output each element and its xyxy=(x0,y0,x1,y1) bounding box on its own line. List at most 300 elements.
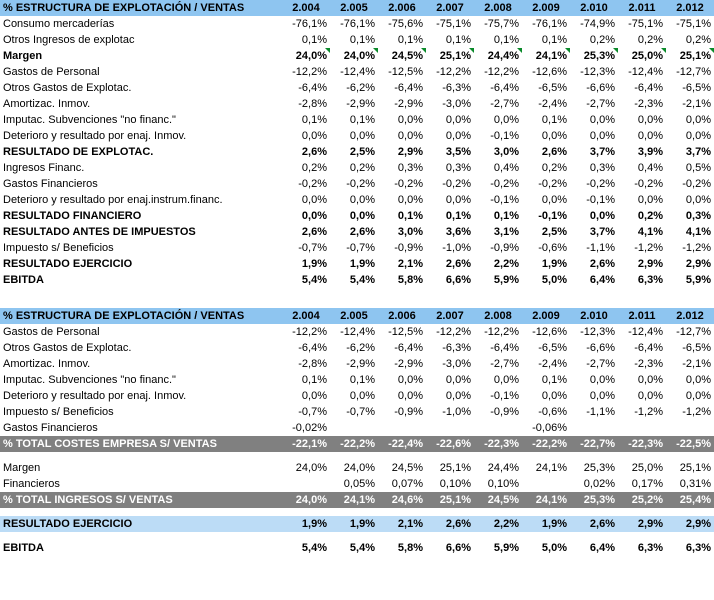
row-value: -22,4% xyxy=(378,436,426,452)
row-label: Deterioro y resultado por enaj. Inmov. xyxy=(3,390,187,402)
header-year: 2.006 xyxy=(378,308,426,324)
row-value xyxy=(378,420,426,436)
blank-row xyxy=(0,452,714,460)
row-value: -0,2% xyxy=(442,178,471,190)
header-year: 2.012 xyxy=(666,0,714,16)
table-row xyxy=(0,476,714,492)
row-value: -0,2% xyxy=(346,178,375,190)
row-value: -2,4% xyxy=(538,98,567,110)
row-value: 0,0% xyxy=(541,130,567,142)
row-value: 0,5% xyxy=(685,162,711,174)
row-value: -6,4% xyxy=(634,82,663,94)
row-label: RESULTADO DE EXPLOTAC. xyxy=(3,146,154,158)
row-value: 4,1% xyxy=(637,226,663,238)
header-year: 2.008 xyxy=(474,308,522,324)
row-value: 25,3% xyxy=(570,492,618,508)
row-value xyxy=(378,452,426,460)
row-value: 0,1% xyxy=(445,210,471,222)
row-value: 0,0% xyxy=(637,114,663,126)
row-label: Otros Ingresos de explotac xyxy=(3,34,135,46)
row-value: 0,4% xyxy=(637,162,663,174)
row-value: -2,9% xyxy=(394,358,423,370)
row-value: 1,9% xyxy=(301,258,327,270)
row-label: EBITDA xyxy=(3,542,44,554)
row-value: 0,2% xyxy=(301,162,327,174)
row-value: 0,0% xyxy=(397,374,423,386)
row-value: 0,1% xyxy=(541,374,567,386)
row-value: -12,7% xyxy=(676,326,711,338)
row-value: 0,0% xyxy=(349,210,375,222)
table-row xyxy=(0,80,714,96)
row-value: 0,0% xyxy=(445,114,471,126)
row-value: 0,10% xyxy=(439,478,471,490)
row-value: -22,2% xyxy=(522,436,570,452)
row-value: -2,7% xyxy=(490,358,519,370)
row-value: 2,1% xyxy=(378,516,426,532)
table-row xyxy=(0,340,714,356)
row-value: 24,0% xyxy=(282,492,330,508)
row-value: 0,0% xyxy=(589,374,615,386)
row-value: -1,2% xyxy=(682,406,711,418)
header-year: 2.009 xyxy=(522,0,570,16)
row-value: -0,2% xyxy=(586,178,615,190)
row-value: -12,6% xyxy=(532,66,567,78)
table-row xyxy=(0,16,714,32)
row-value: -0,6% xyxy=(538,242,567,254)
row-value: 25,1% xyxy=(426,48,474,64)
row-value: -76,1% xyxy=(340,18,375,30)
row-value: 3,7% xyxy=(685,146,711,158)
row-value: 25,2% xyxy=(618,492,666,508)
row-value: 5,8% xyxy=(397,542,423,554)
row-value: -0,06% xyxy=(532,422,567,434)
row-label: Amortizac. Inmov. xyxy=(3,98,91,110)
row-value: 0,0% xyxy=(445,194,471,206)
row-value xyxy=(522,508,570,516)
row-value xyxy=(522,532,570,540)
table-header-row xyxy=(0,0,714,16)
row-value: -0,7% xyxy=(346,242,375,254)
row-label: % TOTAL COSTES EMPRESA S/ VENTAS xyxy=(0,436,282,452)
row-value: 5,9% xyxy=(493,542,519,554)
row-value: 25,1% xyxy=(439,462,471,474)
row-value: -2,7% xyxy=(586,358,615,370)
table-row xyxy=(0,420,714,436)
row-value: -2,9% xyxy=(346,358,375,370)
row-value: -0,2% xyxy=(394,178,423,190)
row-value: 0,4% xyxy=(493,162,519,174)
row-value: 0,0% xyxy=(397,114,423,126)
row-value: -2,8% xyxy=(298,98,327,110)
row-value: 5,4% xyxy=(301,542,327,554)
table-row xyxy=(0,128,714,144)
row-value: 2,2% xyxy=(474,516,522,532)
row-value: -6,6% xyxy=(586,342,615,354)
row-value: 0,0% xyxy=(589,130,615,142)
row-value: 25,1% xyxy=(666,48,714,64)
structure-table-top xyxy=(0,0,714,288)
row-value: -6,4% xyxy=(634,342,663,354)
row-value: 0,1% xyxy=(493,210,519,222)
row-value: 4,1% xyxy=(685,226,711,238)
row-value: -2,3% xyxy=(634,358,663,370)
row-value: 0,0% xyxy=(349,194,375,206)
row-value: 0,0% xyxy=(541,194,567,206)
row-value: 2,6% xyxy=(349,226,375,238)
gap-cell xyxy=(0,288,714,298)
row-value: 5,9% xyxy=(493,274,519,286)
row-value: 5,4% xyxy=(301,274,327,286)
row-value xyxy=(522,452,570,460)
table-row xyxy=(0,64,714,80)
row-value: -0,1% xyxy=(538,210,567,222)
row-value xyxy=(474,452,522,460)
row-label: Amortizac. Inmov. xyxy=(3,358,91,370)
row-label: Gastos Financieros xyxy=(3,178,98,190)
row-value: -12,3% xyxy=(580,66,615,78)
table-row xyxy=(0,272,714,288)
blank-row xyxy=(0,532,714,540)
row-value: 24,1% xyxy=(522,48,570,64)
row-label: RESULTADO FINANCIERO xyxy=(3,210,142,222)
row-value: -12,4% xyxy=(628,66,663,78)
row-label: Margen xyxy=(3,462,41,474)
table-row xyxy=(0,492,714,508)
row-value: -12,7% xyxy=(676,66,711,78)
row-value xyxy=(618,532,666,540)
row-value: 24,4% xyxy=(474,48,522,64)
row-label: Otros Gastos de Explotac. xyxy=(3,342,132,354)
row-value: -22,3% xyxy=(618,436,666,452)
row-value: 0,07% xyxy=(391,478,423,490)
header-year: 2.008 xyxy=(474,0,522,16)
row-value: -12,2% xyxy=(436,326,471,338)
row-value xyxy=(570,452,618,460)
row-value: 0,0% xyxy=(349,130,375,142)
row-value: -0,7% xyxy=(298,242,327,254)
row-value: 24,0% xyxy=(282,48,330,64)
row-value: -74,9% xyxy=(580,18,615,30)
row-value: 3,7% xyxy=(589,146,615,158)
row-value xyxy=(426,420,474,436)
row-value: 0,1% xyxy=(301,114,327,126)
row-value: 2,6% xyxy=(426,516,474,532)
row-label: RESULTADO ANTES DE IMPUESTOS xyxy=(3,226,196,238)
row-value: -0,2% xyxy=(538,178,567,190)
row-value: -75,1% xyxy=(628,18,663,30)
row-value xyxy=(330,452,378,460)
row-label: RESULTADO EJERCICIO xyxy=(0,516,282,532)
row-value: -1,2% xyxy=(634,242,663,254)
row-value: 24,1% xyxy=(535,462,567,474)
row-value: -12,2% xyxy=(484,326,519,338)
row-value: 0,0% xyxy=(397,390,423,402)
row-value: -12,6% xyxy=(532,326,567,338)
row-label: Ingresos Financ. xyxy=(3,162,85,174)
table-row xyxy=(0,436,714,452)
row-value: -0,6% xyxy=(538,406,567,418)
row-value: 0,0% xyxy=(637,194,663,206)
row-label: Otros Gastos de Explotac. xyxy=(3,82,132,94)
row-value: -6,5% xyxy=(538,342,567,354)
row-value xyxy=(474,508,522,516)
row-value: 0,2% xyxy=(637,34,663,46)
row-value: 2,6% xyxy=(541,146,567,158)
row-value xyxy=(282,476,330,492)
row-value: 0,1% xyxy=(397,210,423,222)
row-value: 0,1% xyxy=(541,34,567,46)
row-label: Financieros xyxy=(3,478,60,490)
row-value: 24,1% xyxy=(330,492,378,508)
row-value: 0,0% xyxy=(637,130,663,142)
row-value: 0,05% xyxy=(343,478,375,490)
table-row xyxy=(0,160,714,176)
row-value: 24,0% xyxy=(330,48,378,64)
row-value xyxy=(474,420,522,436)
row-value: 5,8% xyxy=(397,274,423,286)
table-row xyxy=(0,32,714,48)
row-value: 0,2% xyxy=(685,34,711,46)
row-value: 5,0% xyxy=(541,542,567,554)
row-value xyxy=(378,508,426,516)
row-value: -2,9% xyxy=(394,98,423,110)
row-label: Gastos de Personal xyxy=(3,326,100,338)
row-value: -22,6% xyxy=(426,436,474,452)
row-label: Deterioro y resultado por enaj.instrum.financ. xyxy=(3,194,223,206)
row-value: -2,7% xyxy=(586,98,615,110)
table-row xyxy=(0,372,714,388)
row-value: 0,0% xyxy=(301,210,327,222)
row-value: 0,2% xyxy=(349,162,375,174)
header-year: 2.006 xyxy=(378,0,426,16)
row-value: -75,7% xyxy=(484,18,519,30)
header-year: 2.010 xyxy=(570,0,618,16)
header-year: 2.012 xyxy=(666,308,714,324)
row-value: 0,31% xyxy=(679,478,711,490)
row-value: 6,3% xyxy=(637,274,663,286)
row-value xyxy=(522,476,570,492)
row-value: -1,1% xyxy=(586,406,615,418)
table-row xyxy=(0,48,714,64)
row-value xyxy=(426,508,474,516)
row-value xyxy=(426,532,474,540)
row-value: 0,1% xyxy=(445,34,471,46)
row-value: 0,0% xyxy=(301,194,327,206)
header-year: 2.007 xyxy=(426,308,474,324)
row-value: 0,3% xyxy=(445,162,471,174)
row-value: 3,7% xyxy=(589,226,615,238)
row-value: 0,0% xyxy=(637,374,663,386)
row-value xyxy=(282,532,330,540)
row-value: 0,1% xyxy=(349,114,375,126)
row-value: 5,9% xyxy=(685,274,711,286)
table-header-row xyxy=(0,308,714,324)
row-value: 0,3% xyxy=(397,162,423,174)
row-label: Impuesto s/ Beneficios xyxy=(3,406,114,418)
row-value: -0,7% xyxy=(346,406,375,418)
header-year: 2.005 xyxy=(330,0,378,16)
table-row xyxy=(0,356,714,372)
row-value: -12,2% xyxy=(436,66,471,78)
row-value: 2,6% xyxy=(301,226,327,238)
row-value: -0,1% xyxy=(490,130,519,142)
row-value: 0,0% xyxy=(397,130,423,142)
row-value: -2,4% xyxy=(538,358,567,370)
row-value: 25,0% xyxy=(631,462,663,474)
table-row xyxy=(0,224,714,240)
row-value: 1,9% xyxy=(522,516,570,532)
row-value: 0,1% xyxy=(541,114,567,126)
row-value: 25,3% xyxy=(570,48,618,64)
row-label: Impuesto s/ Beneficios xyxy=(3,242,114,254)
row-value: 2,9% xyxy=(685,258,711,270)
row-value: 0,0% xyxy=(685,374,711,386)
row-value: -1,0% xyxy=(442,242,471,254)
row-value: 0,0% xyxy=(445,390,471,402)
table-row xyxy=(0,256,714,272)
row-value: -12,2% xyxy=(292,326,327,338)
row-label: Deterioro y resultado por enaj. Inmov. xyxy=(3,130,187,142)
row-value: -12,4% xyxy=(628,326,663,338)
row-value: -6,6% xyxy=(586,82,615,94)
row-value: 0,0% xyxy=(589,210,615,222)
row-value: -6,4% xyxy=(394,82,423,94)
row-value: 24,5% xyxy=(378,48,426,64)
row-value: -22,1% xyxy=(282,436,330,452)
row-value: -22,5% xyxy=(666,436,714,452)
row-value: 3,0% xyxy=(397,226,423,238)
row-value: -76,1% xyxy=(292,18,327,30)
row-value: 24,0% xyxy=(343,462,375,474)
structure-table-bottom xyxy=(0,308,714,556)
row-value: -6,4% xyxy=(490,82,519,94)
row-value: -0,9% xyxy=(394,406,423,418)
table-row xyxy=(0,388,714,404)
row-label: Gastos de Personal xyxy=(3,66,100,78)
row-value: 25,3% xyxy=(583,462,615,474)
row-value: 0,0% xyxy=(493,114,519,126)
row-value: 0,1% xyxy=(349,34,375,46)
row-label xyxy=(0,508,282,516)
row-value: 0,17% xyxy=(631,478,663,490)
row-value: 0,3% xyxy=(589,162,615,174)
row-value: 0,02% xyxy=(583,478,615,490)
row-value: 2,9% xyxy=(637,258,663,270)
row-value: 0,0% xyxy=(685,114,711,126)
table-row xyxy=(0,240,714,256)
row-value: 24,5% xyxy=(474,492,522,508)
row-value: 1,9% xyxy=(282,516,330,532)
row-value: -6,4% xyxy=(394,342,423,354)
row-value xyxy=(618,420,666,436)
row-value: -0,9% xyxy=(394,242,423,254)
row-value xyxy=(330,420,378,436)
row-value: -76,1% xyxy=(532,18,567,30)
row-value xyxy=(282,452,330,460)
header-year: 2.011 xyxy=(618,308,666,324)
row-value xyxy=(378,532,426,540)
row-value: -0,9% xyxy=(490,242,519,254)
row-value xyxy=(666,452,714,460)
row-value: -1,2% xyxy=(682,242,711,254)
row-value: 24,0% xyxy=(295,462,327,474)
row-value: 6,3% xyxy=(637,542,663,554)
row-value: -0,2% xyxy=(634,178,663,190)
row-value: 2,6% xyxy=(589,258,615,270)
row-value: 0,1% xyxy=(493,34,519,46)
row-value: -75,1% xyxy=(436,18,471,30)
row-value: 0,1% xyxy=(349,374,375,386)
row-value: 0,0% xyxy=(445,130,471,142)
row-value: 25,1% xyxy=(679,462,711,474)
row-value: -6,4% xyxy=(298,342,327,354)
row-value: 6,4% xyxy=(589,542,615,554)
row-value: 0,0% xyxy=(301,390,327,402)
row-value: 6,6% xyxy=(445,274,471,286)
table-row xyxy=(0,208,714,224)
row-value: -12,5% xyxy=(388,66,423,78)
row-value: 3,9% xyxy=(637,146,663,158)
row-label: Imputac. Subvenciones "no financ." xyxy=(3,374,176,386)
row-value: 0,3% xyxy=(685,210,711,222)
header-year: 2.009 xyxy=(522,308,570,324)
row-value: -6,3% xyxy=(442,82,471,94)
row-label: Gastos Financieros xyxy=(3,422,98,434)
row-value: -2,7% xyxy=(490,98,519,110)
row-value: 24,6% xyxy=(378,492,426,508)
blank-row xyxy=(0,508,714,516)
row-value: 1,9% xyxy=(541,258,567,270)
row-value: 2,6% xyxy=(445,258,471,270)
row-value: -6,5% xyxy=(538,82,567,94)
row-value: 2,9% xyxy=(397,146,423,158)
row-value: 0,0% xyxy=(685,130,711,142)
row-value: 2,2% xyxy=(493,258,519,270)
table-row xyxy=(0,540,714,556)
row-value: 2,6% xyxy=(301,146,327,158)
row-value: -6,3% xyxy=(442,342,471,354)
row-value: 0,0% xyxy=(685,390,711,402)
row-value xyxy=(330,508,378,516)
row-value: -1,0% xyxy=(442,406,471,418)
row-value xyxy=(570,420,618,436)
row-value: 2,1% xyxy=(397,258,423,270)
row-value xyxy=(282,508,330,516)
row-label: Consumo mercaderías xyxy=(3,18,115,30)
row-value xyxy=(330,532,378,540)
row-value: -0,1% xyxy=(490,390,519,402)
row-value: -0,9% xyxy=(490,406,519,418)
row-value: 0,0% xyxy=(349,390,375,402)
row-value: -0,7% xyxy=(298,406,327,418)
row-value xyxy=(666,532,714,540)
row-value: 0,0% xyxy=(589,114,615,126)
row-value: -12,5% xyxy=(388,326,423,338)
row-value: -2,1% xyxy=(682,358,711,370)
row-value: 3,6% xyxy=(445,226,471,238)
header-year: 2.004 xyxy=(282,308,330,324)
row-value: -12,2% xyxy=(292,66,327,78)
header-year: 2.007 xyxy=(426,0,474,16)
row-label: Imputac. Subvenciones "no financ." xyxy=(3,114,176,126)
row-value: 6,3% xyxy=(685,542,711,554)
row-value: -3,0% xyxy=(442,358,471,370)
row-value xyxy=(666,508,714,516)
row-value: -0,2% xyxy=(298,178,327,190)
row-value: -6,5% xyxy=(682,82,711,94)
row-label xyxy=(0,452,282,460)
row-value: 3,5% xyxy=(445,146,471,158)
